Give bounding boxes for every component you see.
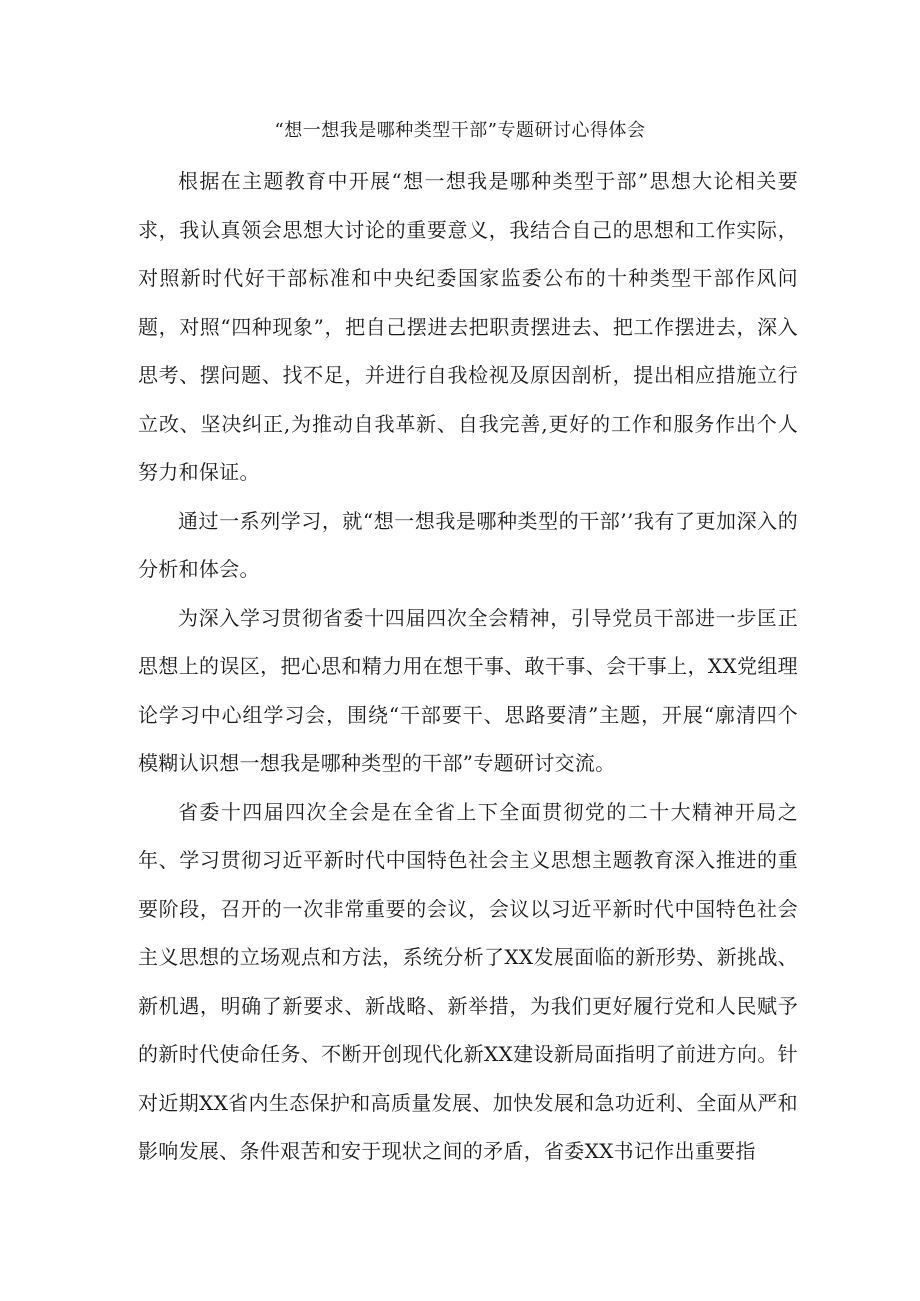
paragraph-2: 通过一系列学习，就“想一想我是哪种类型的干部’’我有了更加深入的分析和体会。	[138, 508, 798, 581]
paragraph-1: 根据在主题教育中开展“想一想我是哪种类型于部”思想大论相关要求，我认真领会思想大讨论的重要意义，我结合自己的思想和工作实际，对照新时代好干部标准和中央纪委国家监委公布的十种类型干部作风问题，对照“四种现象”，把自己摆进去把职责摆进去、把工作摆进去，深入思考、摆问题、找不足，并进行自我检视及原因剖析，提出相应措施立行立改、坚决纠正,为推动自我革新、自我完善,更好的工作和服务作出个人努力和保证。	[138, 169, 798, 484]
document-title: “想一想我是哪种类型干部”专题研讨心得体会	[274, 120, 646, 141]
paragraph-4: 省委十四届四次全会是在全省上下全面贯彻党的二十大精神开局之年、学习贯彻习近平新时代中国特色社会主义思想主题教育深入推进的重要阶段，召开的一次非常重要的会议，会议以习近平新时代中国特色社会主义思想的立场观点和方法，系统分析了XX发展面临的新形势、新挑战、新机遇，明确了新要求、新战略、新举措，为我们更好履行党和人民赋予的新时代使命任务、不断开创现代化新XX建设新局面指明了前进方向。针对近期XX省内生态保护和高质量发展、加快发展和急功近利、全面从严和影响发展、条件艰苦和安于现状之间的矛盾，省委XX书记作出重要指	[138, 799, 798, 1163]
paragraph-3: 为深入学习贯彻省委十四届四次全会精神，引导党员干部进一步匡正思想上的误区，把心思和精力用在想干事、敢干事、会干事上，XX党组理论学习中心组学习会，围绕“干部要干、思路要清”主题，开展“廓清四个模糊认识想一想我是哪种类型的干部”专题研讨交流。	[138, 605, 798, 775]
document-body	[138, 157, 798, 1176]
